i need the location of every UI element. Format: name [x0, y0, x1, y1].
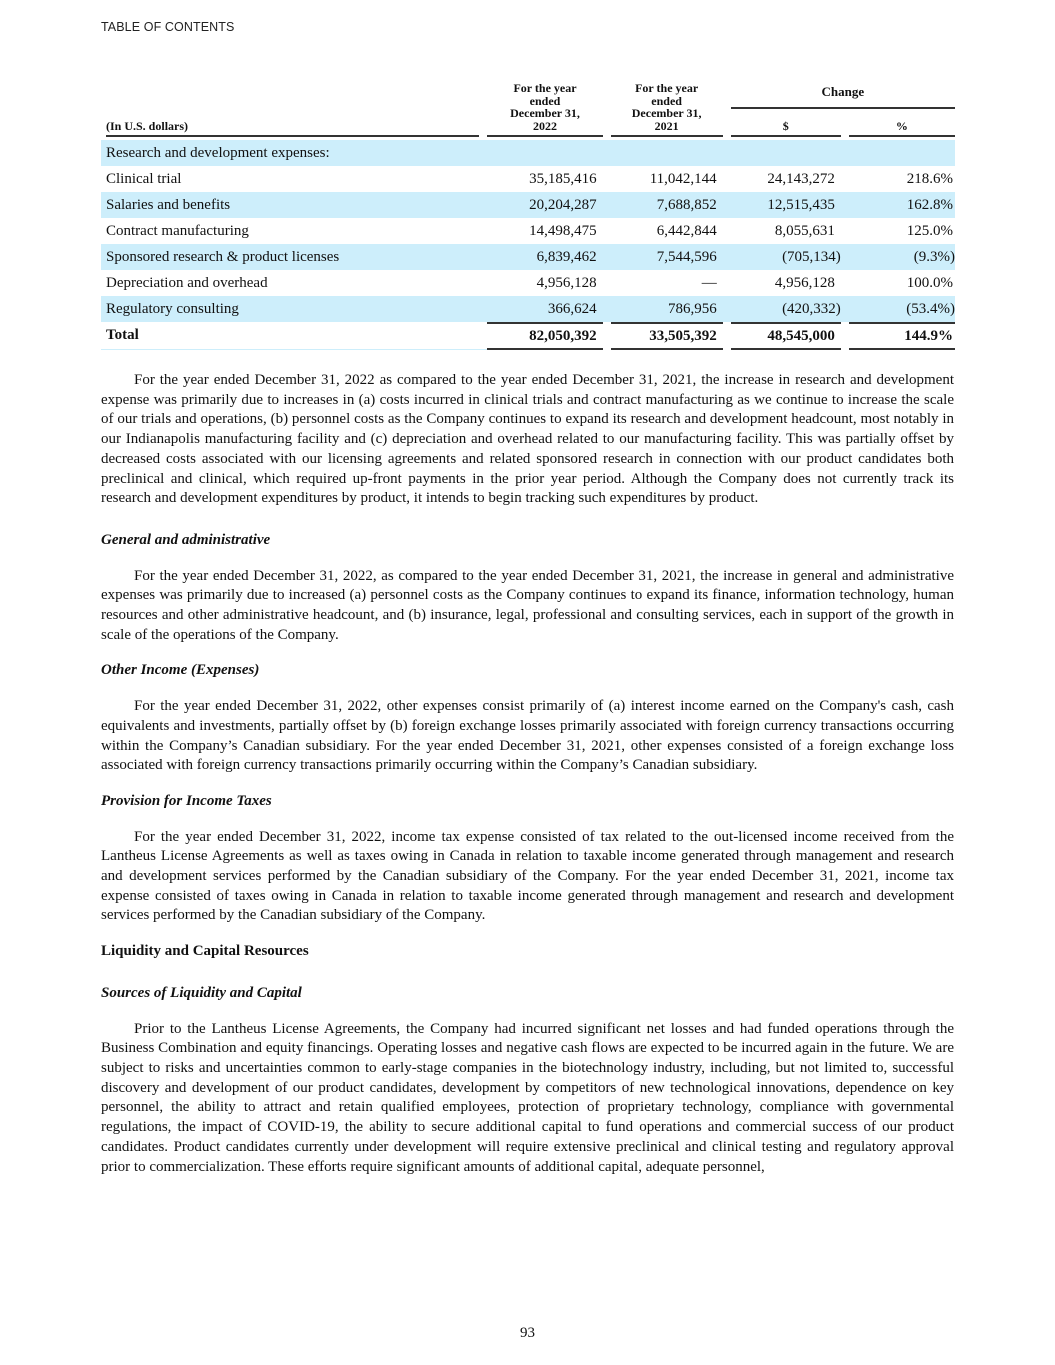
column-header-change-dollar: $: [731, 109, 841, 140]
table-row: Salaries and benefits 20,204,287 7,688,852 12,515,435 162.8%: [101, 192, 955, 218]
section-heading-sources-liquidity: Sources of Liquidity and Capital: [101, 984, 302, 1001]
column-header-2022: For the year ended December 31, 2022: [487, 82, 602, 140]
table-row: Regulatory consulting 366,624 786,956 (420,332) (53.4%): [101, 296, 955, 322]
rd-explanation-paragraph: For the year ended December 31, 2022 as compared to the year ended December 31, 2021, the increase in research and development expense was primarily due to increases in (a) costs incurred in clinical trials and contract manufacturing as we continue to increase the scale of our trials and operations, (b) personnel costs as the Company continues to expand its research and development headcount, most notably in our Indianapolis manufacturing facility and (c) depreciation and overhead related to our manufacturing facility. This was partially offset by decreased costs associated with our licensing agreements and related sponsored research in connection with our product candidates both preclinical and clinical, which required up-front payments in the prior year period. Although the Company does not currently track its research and development expenditures by product, it intends to begin tracking such expenditures by product.: [101, 372, 954, 507]
section-row: Research and development expenses:: [101, 140, 955, 166]
table-of-contents-link[interactable]: TABLE OF CONTENTS: [101, 20, 235, 34]
rd-expenses-table: [101, 82, 955, 350]
table-row: Sponsored research & product licenses 6,839,462 7,544,596 (705,134) (9.3%): [101, 244, 955, 270]
section-heading-income-taxes: Provision for Income Taxes: [101, 792, 272, 809]
income-taxes-paragraph: For the year ended December 31, 2022, income tax expense consisted of tax related to the out-licensed income received from the Lantheus License Agreements as well as taxes owing in Canada in relation to taxable income generated through management and research and development services performed by the Canadian subsidiary of the Company. For the year ended December 31, 2021, income tax expense consisted of taxes owing in Canada in relation to taxable income generated through management and research and development services performed by the Canadian subsidiary of the Company.: [101, 828, 954, 924]
table-row: Contract manufacturing 14,498,475 6,442,844 8,055,631 125.0%: [106, 222, 953, 239]
sources-liquidity-paragraph: Prior to the Lantheus License Agreements, the Company had incurred significant net losses and had funded operations through the Business Combination and equity financings. Operating losses and negative cash flows are expected to be incurred again in the future. We are subject to risks and uncertainties common to early-stage companies in the biotechnology industry, including, but not limited to, successful discovery and development of our product candidates, development by competitors of new technological innovations, dependence on key personnel, the ability to attract and retain qualified employees, protection of proprietary technology, compliance with governmental regulations, the impact of COVID-19, the ability to secure additional capital to fund operations and commercial success of our product candidates. Product candidates currently under development will require extensive preclinical and clinical testing and regulatory approval prior to commercialization. These efforts require significant amounts of additional capital, adequate personnel,: [101, 1020, 954, 1175]
general-admin-paragraph: For the year ended December 31, 2022, as compared to the year ended December 31, 2021, the increase in general and administrative expenses was primarily due to increased (a) personnel costs as the Company continues to expand its finance, information technology, human resources and other administrative headcount, and (b) insurance, legal, professional and consulting services, each in support of the growth in scale of the operations of the Company.: [101, 567, 954, 643]
section-heading-other-income: Other Income (Expenses): [101, 662, 260, 679]
column-header-change-pct: %: [849, 109, 955, 140]
column-header-2021: For the year ended December 31, 2021: [611, 82, 723, 140]
section-heading-general-admin: General and administrative: [101, 531, 271, 548]
document-body: [101, 371, 954, 1177]
table-row: Clinical trial 35,185,416 11,042,144 24,143,272 218.6%: [106, 170, 953, 187]
total-row: Total 82,050,392 33,505,392 48,545,000 144.9%: [101, 322, 955, 350]
table-row: Depreciation and overhead 4,956,128 — 4,956,128 100.0%: [106, 274, 953, 291]
column-group-change: Change: [731, 82, 955, 109]
table-header-units: (In U.S. dollars): [101, 82, 479, 140]
section-heading-liquidity: Liquidity and Capital Resources: [101, 943, 309, 960]
other-income-paragraph: For the year ended December 31, 2022, other expenses consist primarily of (a) interest income earned on the Company's cash, cash equivalents and investments, partially offset by (b) foreign exchange losses primarily associated with foreign currency transactions occurring within the Company’s Canadian subsidiary. For the year ended December 31, 2021, other expenses consisted of a foreign exchange loss associated with foreign currency transactions primarily occurring within the Company’s Canadian subsidiary.: [101, 698, 954, 774]
page-number: 93: [520, 1325, 535, 1341]
